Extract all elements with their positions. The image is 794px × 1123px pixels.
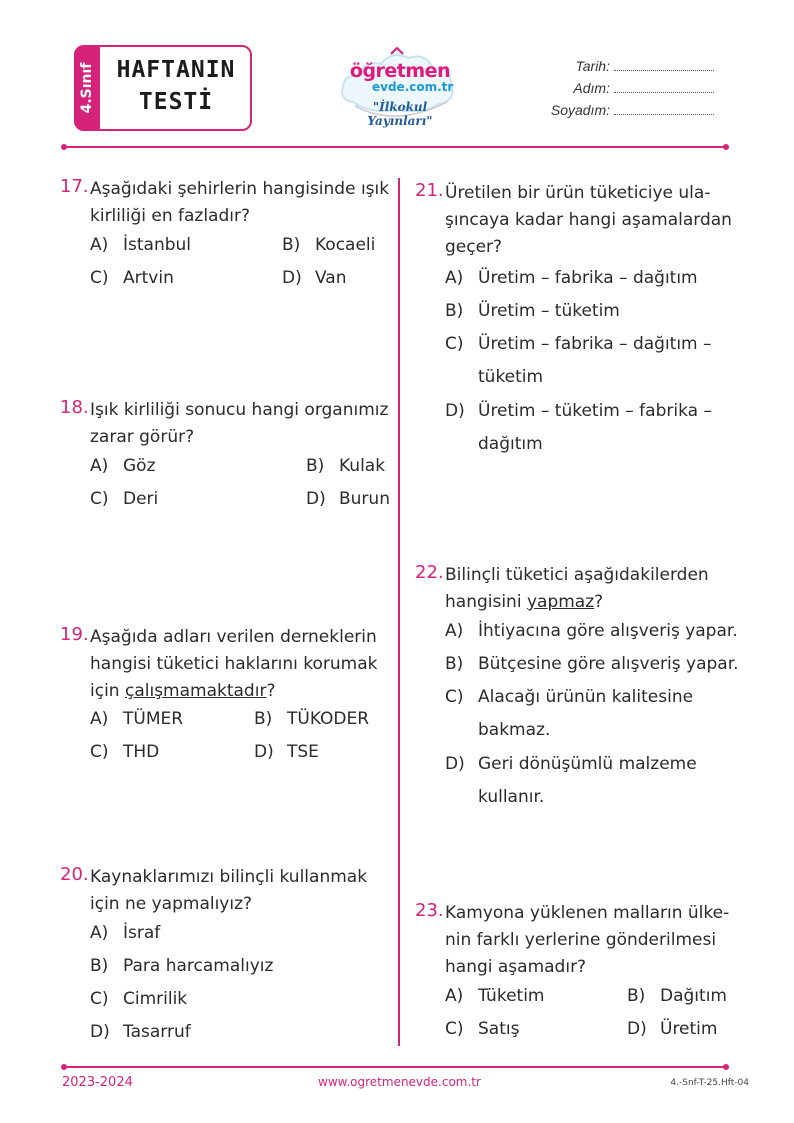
divider-dot: [723, 1064, 729, 1070]
option-c[interactable]: C) Üretim – fabrika – dağıtım –: [445, 334, 712, 354]
divider-dot: [61, 144, 67, 150]
grade-label: 4.Sınıf: [79, 62, 95, 114]
option-b[interactable]: B) Üretim – tüketim: [445, 301, 620, 321]
option-c[interactable]: C) Artvin: [90, 268, 174, 288]
option-d[interactable]: D) Geri dönüşümlü malzeme: [445, 754, 697, 774]
option-d[interactable]: D) Üretim: [627, 1019, 718, 1039]
question-number: 21.: [415, 180, 444, 201]
option-d[interactable]: D) TSE: [254, 742, 319, 762]
option-d[interactable]: D) Tasarruf: [90, 1022, 191, 1042]
option-b[interactable]: B) Bütçesine göre alışveriş yapar.: [445, 654, 739, 674]
question-number: 19.: [60, 624, 89, 645]
option-b[interactable]: B) Kocaeli: [282, 235, 376, 255]
option-a[interactable]: A) İsraf: [90, 923, 161, 943]
option-d-continued: dağıtım: [478, 434, 543, 454]
logo-tagline: "İlkokul Yayınları": [367, 100, 433, 128]
option-c[interactable]: C) THD: [90, 742, 160, 762]
question-text: Işık kirliliği sonucu hangi organımız zarar görür?: [90, 400, 389, 447]
question-text: Bilinçli tüketici aşağıdakilerden hangisini yapmaz?: [445, 565, 709, 612]
name-field[interactable]: Adım:: [494, 80, 714, 102]
option-c-continued: bakmaz.: [478, 720, 551, 740]
question-number: 20.: [60, 864, 89, 885]
column-divider: [398, 178, 400, 1046]
school-year: 2023-2024: [62, 1075, 133, 1090]
logo-subtext: evde.com.tr: [372, 80, 454, 94]
divider-dot: [723, 144, 729, 150]
option-a[interactable]: A) İhtiyacına göre alışveriş yapar.: [445, 621, 738, 641]
option-d[interactable]: D) Van: [282, 268, 347, 288]
option-c[interactable]: C) Deri: [90, 489, 159, 509]
question-number: 17.: [60, 176, 89, 197]
option-b[interactable]: B) Dağıtım: [627, 986, 727, 1006]
option-a[interactable]: A) Üretim – fabrika – dağıtım: [445, 268, 698, 288]
question-number: 23.: [415, 900, 444, 921]
question-22: [415, 562, 739, 822]
logo-wordmark: öğretmen: [349, 60, 451, 82]
option-c[interactable]: C) Satış: [445, 1019, 520, 1039]
option-c-continued: tüketim: [478, 367, 544, 387]
surname-field[interactable]: Soyadım:: [494, 102, 714, 124]
question-text: Kamyona yüklenen malların ülke- nin farklı yerlerine gönderilmesi hangi aşamadır?: [445, 903, 730, 977]
option-c[interactable]: C) Alacağı ürünün kalitesine: [445, 687, 694, 707]
website-link[interactable]: www.ogretmenevde.com.tr: [318, 1075, 481, 1089]
question-text: Aşağıda adları verilen derneklerin hangisi tüketici haklarını korumak için çalışmamaktadır?: [90, 627, 378, 701]
question-23: [415, 900, 735, 1050]
question-18: [60, 397, 390, 527]
header-divider: [64, 146, 726, 148]
title-line-2: TESTİ: [138, 89, 214, 115]
option-a[interactable]: A) TÜMER: [90, 709, 184, 729]
title-line-1: HAFTANIN: [116, 57, 236, 83]
option-d[interactable]: D) Üretim – tüketim – fabrika –: [445, 401, 712, 421]
option-c[interactable]: C) Cimrilik: [90, 989, 188, 1009]
option-d-continued: kullanır.: [478, 787, 545, 807]
question-20: [60, 864, 390, 1054]
option-a[interactable]: A) Göz: [90, 456, 156, 476]
date-field[interactable]: Tarih:: [494, 58, 714, 80]
emphasis-underline: çalışmamaktadır: [124, 681, 267, 701]
footer-divider: [64, 1066, 726, 1068]
question-17: [60, 176, 390, 306]
question-text: Kaynaklarımızı bilinçli kullanmak için ne yapmalıyız?: [90, 867, 368, 914]
option-b[interactable]: B) TÜKODER: [254, 709, 370, 729]
question-21: [415, 180, 735, 470]
option-d[interactable]: D) Burun: [306, 489, 390, 509]
option-b[interactable]: B) Kulak: [306, 456, 386, 476]
emphasis-underline: yapmaz: [526, 592, 595, 612]
option-a[interactable]: A) İstanbul: [90, 235, 192, 255]
question-text: Üretilen bir ürün tüketiciye ula- şıncaya kadar hangi aşamalardan geçer?: [445, 183, 732, 257]
question-19: [60, 624, 390, 774]
question-number: 18.: [60, 397, 89, 418]
document-code: 4.-Snf-T-25.Hft-04: [670, 1078, 749, 1088]
student-info: [494, 58, 714, 124]
question-text: Aşağıdaki şehirlerin hangisinde ışık kirliliği en fazladır?: [90, 179, 390, 226]
option-a[interactable]: A) Tüketim: [445, 986, 545, 1006]
page-title: [102, 54, 250, 118]
option-b[interactable]: B) Para harcamalıyız: [90, 956, 274, 976]
divider-dot: [61, 1064, 67, 1070]
question-number: 22.: [415, 562, 444, 583]
